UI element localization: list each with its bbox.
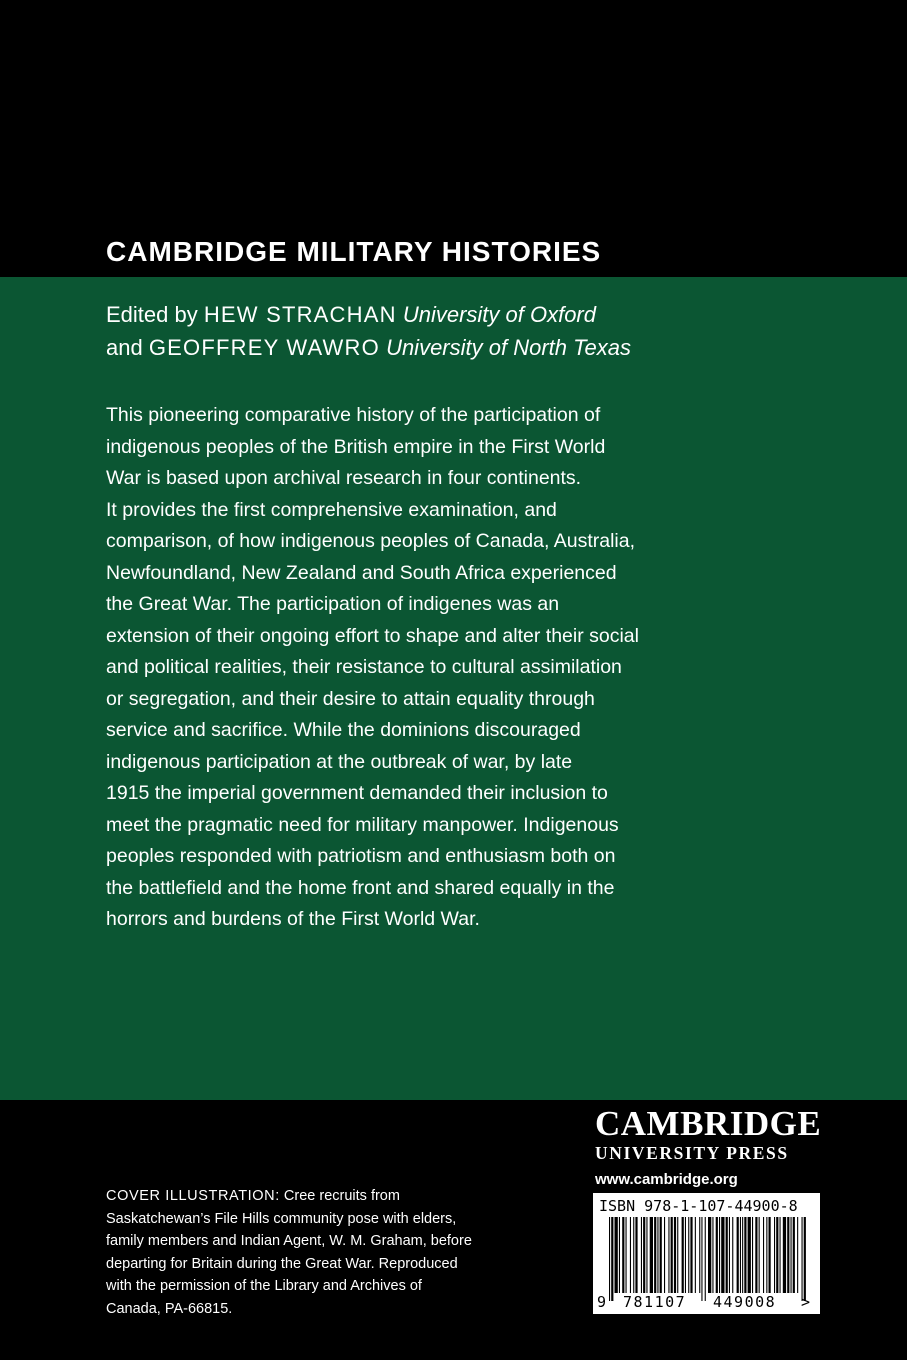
barcode-bar xyxy=(748,1217,751,1293)
barcode-bar xyxy=(802,1217,803,1301)
barcode-bar xyxy=(668,1217,669,1293)
description-line: This pioneering comparative history of the participation of xyxy=(106,404,601,426)
description-line: 1915 the imperial government demanded their inclusion to xyxy=(106,782,608,804)
and-prefix: and xyxy=(106,335,149,360)
barcode-bar xyxy=(626,1217,627,1293)
description-line: and political realities, their resistance to cultural assimilation xyxy=(106,656,622,678)
editors-credit xyxy=(106,298,631,364)
barcode-bar xyxy=(622,1217,624,1293)
barcode-bar xyxy=(737,1217,739,1293)
credit-line: Canada, PA-66815. xyxy=(106,1300,233,1317)
publisher-url: www.cambridge.org xyxy=(595,1171,738,1188)
barcode-bar xyxy=(793,1217,795,1293)
credit-line: departing for Britain during the Great War. Reproduced xyxy=(106,1255,458,1272)
edited-by-prefix: Edited by xyxy=(106,302,204,327)
credit-line: Saskatchewan’s File Hills community pose with elders, xyxy=(106,1210,457,1227)
barcode-bar xyxy=(752,1217,753,1293)
barcode-bar xyxy=(611,1217,613,1301)
publisher-logo xyxy=(595,1105,821,1190)
description-line: meet the pragmatic need for military manpower. Indigenous xyxy=(106,813,619,836)
series-title: CAMBRIDGE MILITARY HISTORIES xyxy=(106,236,602,267)
publisher-subtitle: UNIVERSITY PRESS xyxy=(595,1143,789,1163)
barcode-bar xyxy=(650,1217,653,1293)
barcode-bar xyxy=(690,1217,692,1293)
barcode-bar xyxy=(660,1217,662,1293)
barcode-bar xyxy=(646,1217,647,1293)
barcode-bar xyxy=(674,1217,676,1293)
book-description xyxy=(106,400,666,936)
barcode-bar xyxy=(701,1217,702,1301)
barcode-bar xyxy=(619,1217,620,1293)
barcode-bar xyxy=(664,1217,665,1293)
barcode-bar xyxy=(671,1217,673,1293)
barcode-bar xyxy=(732,1217,733,1293)
barcode-digit-lead: 9 xyxy=(597,1293,607,1311)
editor-1-affiliation: University of Oxford xyxy=(402,302,596,327)
barcode-bar xyxy=(657,1217,658,1293)
barcode-bar xyxy=(685,1217,686,1293)
description-line: Newfoundland, New Zealand and South Africa experienced xyxy=(106,561,617,584)
publisher-name: CAMBRIDGE xyxy=(595,1104,822,1143)
description-line: or segregation, and their desire to attain equality through xyxy=(106,687,595,710)
barcode-bar xyxy=(763,1217,764,1293)
barcode-digit-trail: > xyxy=(801,1293,811,1311)
isbn-barcode xyxy=(593,1193,820,1314)
isbn-label: ISBN 978-1-107-44900-8 xyxy=(599,1197,798,1215)
barcode-bar xyxy=(744,1217,746,1293)
barcode-bar xyxy=(609,1217,610,1301)
barcode-bar xyxy=(766,1217,767,1293)
barcode-bar xyxy=(780,1217,781,1293)
description-line: the Great War. The participation of indigenes was an xyxy=(106,593,560,615)
barcode-bars xyxy=(593,1193,820,1314)
editor-2-name: GEOFFREY WAWRO xyxy=(148,335,380,360)
description-line: indigenous peoples of the British empire in the First World xyxy=(106,435,606,458)
editor-line-2 xyxy=(106,331,631,364)
barcode-bar xyxy=(721,1217,724,1293)
barcode-bar xyxy=(804,1217,806,1301)
description-line: horrors and burdens of the First World War. xyxy=(106,908,480,930)
barcode-bar xyxy=(654,1217,656,1293)
barcode-bar xyxy=(630,1217,631,1293)
barcode-bar xyxy=(719,1217,720,1293)
barcode-bar xyxy=(716,1217,718,1293)
barcode-bar xyxy=(759,1217,760,1293)
cover-illustration-credit xyxy=(106,1185,536,1320)
barcode-bar xyxy=(774,1217,775,1293)
barcode-bar xyxy=(787,1217,789,1293)
barcode-bar xyxy=(682,1217,684,1293)
credit-line: family members and Indian Agent, W. M. Graham, before xyxy=(106,1233,472,1249)
barcode-bar xyxy=(755,1217,757,1293)
barcode-bar xyxy=(740,1217,741,1293)
description-line: War is based upon archival research in four continents. xyxy=(106,467,582,489)
barcode-bar xyxy=(729,1217,730,1293)
credit-label: COVER ILLUSTRATION: xyxy=(106,1188,280,1204)
barcode-bar xyxy=(615,1217,618,1293)
description-line: peoples responded with patriotism and enthusiasm both on xyxy=(106,845,616,867)
barcode-bar xyxy=(641,1217,642,1293)
credit-line: with the permission of the Library and Archives of xyxy=(106,1278,422,1294)
barcode-digits-group-1: 781107 xyxy=(623,1293,687,1311)
barcode-bar xyxy=(699,1217,700,1293)
editor-1-name: HEW STRACHAN xyxy=(203,302,397,327)
barcode-bar xyxy=(776,1217,778,1293)
barcode-bar xyxy=(695,1217,696,1293)
barcode-bar xyxy=(783,1217,786,1293)
barcode-bar xyxy=(688,1217,689,1293)
description-line: the battlefield and the home front and shared equally in the xyxy=(106,876,615,899)
barcode-bar xyxy=(677,1217,678,1293)
barcode-bar xyxy=(705,1217,706,1301)
description-line: extension of their ongoing effort to shape and alter their social xyxy=(106,624,639,647)
barcode-bar xyxy=(769,1217,771,1293)
description-line: service and sacrifice. While the dominions discouraged xyxy=(106,719,581,741)
barcode-bar xyxy=(708,1217,711,1293)
barcode-bar xyxy=(712,1217,713,1293)
barcode-digits-group-2: 449008 xyxy=(713,1293,777,1311)
barcode-bar xyxy=(635,1217,637,1293)
description-line: It provides the first comprehensive examination, and xyxy=(106,498,557,521)
editor-line-1 xyxy=(106,298,631,331)
credit-line xyxy=(106,1185,536,1208)
barcode-bar xyxy=(742,1217,743,1293)
barcode-bar xyxy=(797,1217,798,1293)
barcode-bar xyxy=(633,1217,634,1293)
barcode-bar xyxy=(791,1217,792,1293)
description-line: indigenous participation at the outbreak of war, by late xyxy=(106,750,573,773)
credit-text: Cree recruits from xyxy=(279,1188,400,1204)
barcode-bar xyxy=(643,1217,645,1293)
editor-2-affiliation: University of North Texas xyxy=(386,335,632,360)
barcode-bar xyxy=(726,1217,728,1293)
description-line: comparison, of how indigenous peoples of Canada, Australia, xyxy=(106,530,636,552)
